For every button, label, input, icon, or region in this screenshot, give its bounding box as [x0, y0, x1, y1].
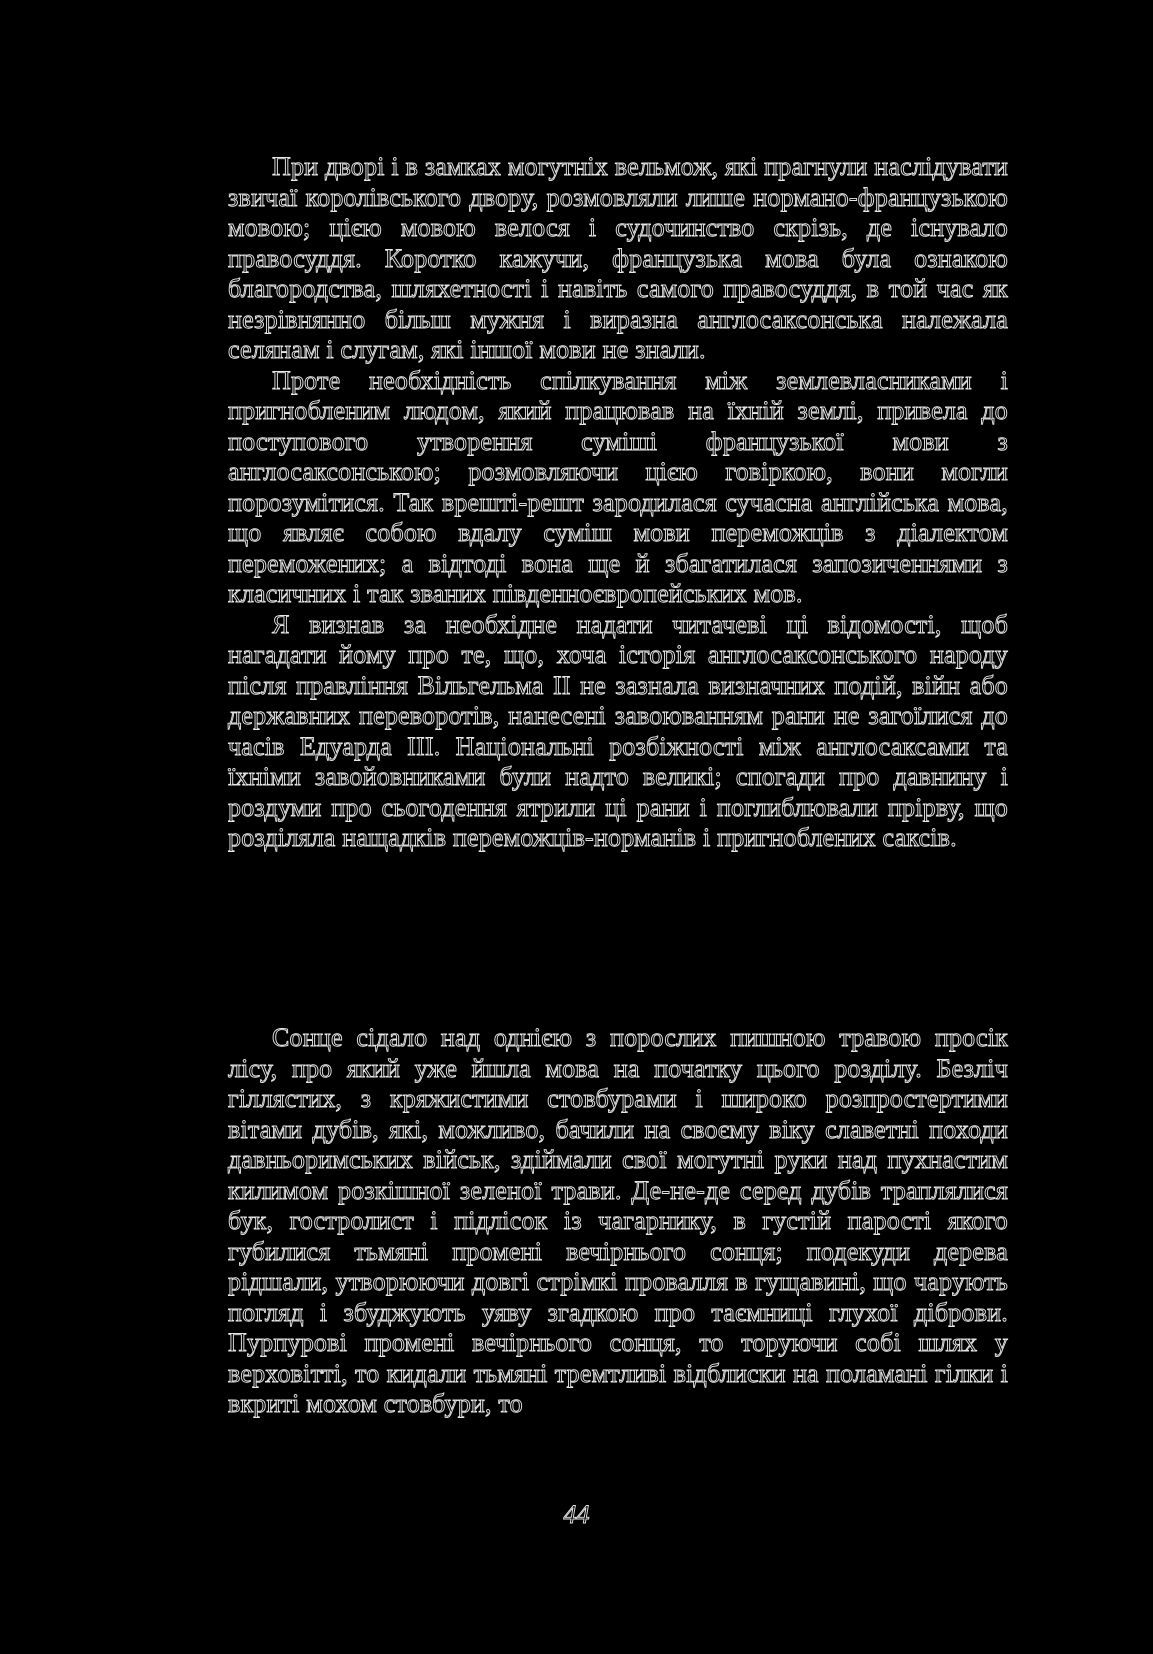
section-two-text [228, 1023, 1008, 1420]
paragraph: Я визнав за необхідне надати читачеві ці відомості, щоб нагадати йому про те, що, хоча історія англосаксонського народу після правління Вільгельма II не зазнала визначних подій, війн або державних переворотів, нанесені завоюванням рани не загоїлися до часів Едуарда III. Національні розбіжності між англосаксами та їхніми завойовниками були надто великі; спогади про давнину і роздуми про сьогодення ятрили ці рани і поглиблювали прірву, що розділяла нащадків переможців-норманів і пригноблених саксів. [228, 609, 1008, 852]
paragraph: При дворі і в замках могутніх вельмож, які прагнули наслідувати звичаї королівського двору, розмовляли лише нормано-французькою мовою; цією мовою велося і судочинство скрізь, де існувало правосуддя. Коротко кажучи, французька мова була ознакою благородства, шляхетності і навіть самого правосуддя, в той час як незрівнянно більш мужня і виразна англосаксонська належала селянам і слугам, які іншої мови не знали. [228, 152, 1008, 364]
page-number: 44 [563, 1500, 590, 1529]
section-one-text [228, 152, 1008, 854]
paragraph: Сонце сідало над однією з порослих пишною травою просік лісу, про який уже йшла мова на початку цього розділу. Безліч гіллястих, з кряжистими стовбурами і широко розпростертими вітами дубів, які, можливо, бачили на своєму віку славетні походи давньоримських військ, здіймали свої могутні руки над пухнастим килимом розкішної зеленої трави. Де-не-де серед дубів траплялися бук, гостролист і підлісок із чагарнику, в густій парості якого губилися тьмяні промені вечірнього сонця; подекуди дерева рідшали, утворюючи довгі стрімкі провалля в гущавині, що чарують погляд і збуджують уяву згадкою про таємниці глухої діброви. Пурпурові промені вечірнього сонця, то торуючи собі шлях у верховітті, то кидали тьмяні тремтливі відблиски на поламані гілки і вкриті мохом стовбури, то [228, 1023, 1008, 1418]
paragraph: Проте необхідність спілкування між землевласниками і пригнобленим людом, який працював на їхній землі, привела до поступового утворення суміші французької мови з англосаксонською; розмовляючи цією говіркою, вони могли порозумітися. Так врешті-решт зародилася сучасна англійська мова, що являє собою вдалу суміш мови переможців з діалектом переможених; а відтоді вона ще й збагатилася запозиченнями з класичних і так званих південноєвропейських мов. [228, 365, 1008, 608]
